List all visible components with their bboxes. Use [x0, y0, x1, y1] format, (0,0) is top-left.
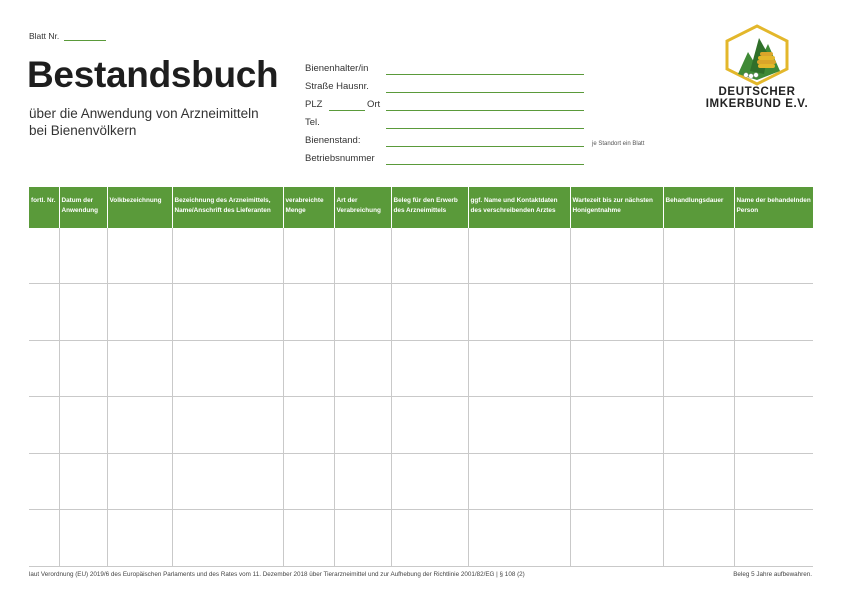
document-subtitle [29, 105, 259, 139]
logo-text-line-1: DEUTSCHER [718, 86, 796, 98]
column-header: Bezeichnung des Arzneimittels, Name/Anschrift des Lieferanten [172, 187, 283, 228]
imkerbund-logo [692, 24, 822, 110]
table-cell[interactable] [334, 228, 391, 284]
table-cell[interactable] [107, 510, 172, 567]
table-cell[interactable] [663, 284, 734, 341]
table-cell[interactable] [391, 453, 468, 510]
table-cell[interactable] [283, 453, 334, 510]
column-header: Wartezeit bis zur nächsten Honigentnahme [570, 187, 663, 228]
table-row [29, 284, 813, 341]
column-header: Volkbezeichnung [107, 187, 172, 228]
table-row [29, 453, 813, 510]
sheet-number-label: Blatt Nr. [29, 31, 60, 41]
table-cell[interactable] [391, 284, 468, 341]
table-cell[interactable] [107, 340, 172, 397]
table-cell[interactable] [391, 397, 468, 454]
apiary-input-line[interactable] [386, 146, 584, 147]
table-cell[interactable] [29, 453, 59, 510]
street-input-line[interactable] [386, 92, 584, 93]
table-cell[interactable] [391, 510, 468, 567]
apiary-note: je Standort ein Blatt [592, 141, 645, 147]
table-cell[interactable] [283, 228, 334, 284]
field-beekeeper [305, 61, 665, 79]
table-cell[interactable] [663, 397, 734, 454]
table-cell[interactable] [107, 453, 172, 510]
table-cell[interactable] [468, 284, 570, 341]
field-plz-ort [305, 97, 665, 115]
table-cell[interactable] [172, 340, 283, 397]
table-cell[interactable] [334, 510, 391, 567]
table-cell[interactable] [334, 397, 391, 454]
table-cell[interactable] [468, 340, 570, 397]
field-apiary [305, 133, 665, 151]
table-cell[interactable] [59, 228, 107, 284]
honeycomb-beehive-icon [724, 24, 790, 86]
retention-note: Beleg 5 Jahre aufbewahren. [733, 571, 812, 578]
column-header: Behandlungsdauer [663, 187, 734, 228]
table-body [29, 228, 813, 566]
ort-input-line[interactable] [386, 110, 584, 111]
table-cell[interactable] [59, 284, 107, 341]
table-cell[interactable] [570, 228, 663, 284]
table-cell[interactable] [334, 284, 391, 341]
table-cell[interactable] [663, 340, 734, 397]
plz-input-line[interactable] [329, 110, 365, 111]
table-row [29, 510, 813, 567]
table-cell[interactable] [29, 397, 59, 454]
plz-label: PLZ [305, 99, 323, 110]
table-cell[interactable] [334, 340, 391, 397]
table-cell[interactable] [734, 228, 813, 284]
table-cell[interactable] [570, 510, 663, 567]
table-cell[interactable] [107, 284, 172, 341]
business-number-input-line[interactable] [386, 164, 584, 165]
table-cell[interactable] [334, 453, 391, 510]
phone-label: Tel. [305, 117, 320, 128]
table-cell[interactable] [570, 397, 663, 454]
table-cell[interactable] [29, 284, 59, 341]
table-cell[interactable] [391, 228, 468, 284]
table-cell[interactable] [172, 397, 283, 454]
table-cell[interactable] [59, 453, 107, 510]
table-row [29, 228, 813, 284]
column-header: Art der Verabreichung [334, 187, 391, 228]
table-cell[interactable] [468, 397, 570, 454]
table-cell[interactable] [570, 340, 663, 397]
table-cell[interactable] [468, 453, 570, 510]
legal-footnote: laut Verordnung (EU) 2019/6 des Europäischen Parlaments und des Rates vom 11. Dezember 2018 über Tierarzneimittel und zur Aufhebung der Richtlinie 2001/82/EG | § 108 (2) [29, 571, 525, 578]
table-cell[interactable] [734, 340, 813, 397]
table-cell[interactable] [734, 510, 813, 567]
logo-text-line-2: IMKERBUND E.V. [705, 98, 809, 110]
document-title: Bestandsbuch [27, 54, 279, 95]
table-cell[interactable] [283, 510, 334, 567]
table-cell[interactable] [172, 453, 283, 510]
business-number-label: Betriebsnummer [305, 153, 375, 164]
field-phone [305, 115, 665, 133]
table-cell[interactable] [283, 284, 334, 341]
field-business-number [305, 151, 665, 169]
column-header: Datum der Anwendung [59, 187, 107, 228]
table-cell[interactable] [468, 228, 570, 284]
sheet-number-field[interactable] [64, 31, 106, 41]
field-street [305, 79, 665, 97]
table-cell[interactable] [468, 510, 570, 567]
table-cell[interactable] [172, 228, 283, 284]
beekeeper-label: Bienenhalter/in [305, 63, 369, 74]
beekeeper-fields [305, 61, 665, 169]
table-cell[interactable] [172, 284, 283, 341]
table-cell[interactable] [570, 284, 663, 341]
table-cell[interactable] [29, 510, 59, 567]
table-row [29, 397, 813, 454]
table-cell[interactable] [172, 510, 283, 567]
table-cell[interactable] [107, 228, 172, 284]
sheet-number [29, 31, 106, 41]
beekeeper-input-line[interactable] [386, 74, 584, 75]
column-header: verabreichte Menge [283, 187, 334, 228]
subtitle-line-2: bei Bienenvölkern [29, 123, 137, 138]
street-label: Straße Hausnr. [305, 81, 369, 92]
table-cell[interactable] [663, 510, 734, 567]
table-cell[interactable] [663, 453, 734, 510]
table-cell[interactable] [29, 228, 59, 284]
table-cell[interactable] [59, 510, 107, 567]
table-cell[interactable] [570, 453, 663, 510]
table-cell[interactable] [663, 228, 734, 284]
table-cell[interactable] [59, 340, 107, 397]
column-header: Beleg für den Erwerb des Arzneimittels [391, 187, 468, 228]
table-cell[interactable] [391, 340, 468, 397]
apiary-label: Bienenstand: [305, 135, 361, 146]
table-cell[interactable] [59, 397, 107, 454]
table-cell[interactable] [283, 340, 334, 397]
ort-label: Ort [367, 99, 381, 110]
column-header: Name der behandelnden Person [734, 187, 813, 228]
table-cell[interactable] [283, 397, 334, 454]
subtitle-line-1: über die Anwendung von Arzneimitteln [29, 106, 259, 121]
medication-log-table [29, 187, 813, 567]
table-cell[interactable] [734, 397, 813, 454]
column-header: ggf. Name und Kontaktdaten des verschreibenden Arztes [468, 187, 570, 228]
table-cell[interactable] [734, 284, 813, 341]
table-cell[interactable] [29, 340, 59, 397]
phone-input-line[interactable] [386, 128, 584, 129]
table-cell[interactable] [734, 453, 813, 510]
table-header-row [29, 187, 813, 228]
table-row [29, 340, 813, 397]
table-cell[interactable] [107, 397, 172, 454]
column-header: fortl. Nr. [29, 187, 59, 228]
